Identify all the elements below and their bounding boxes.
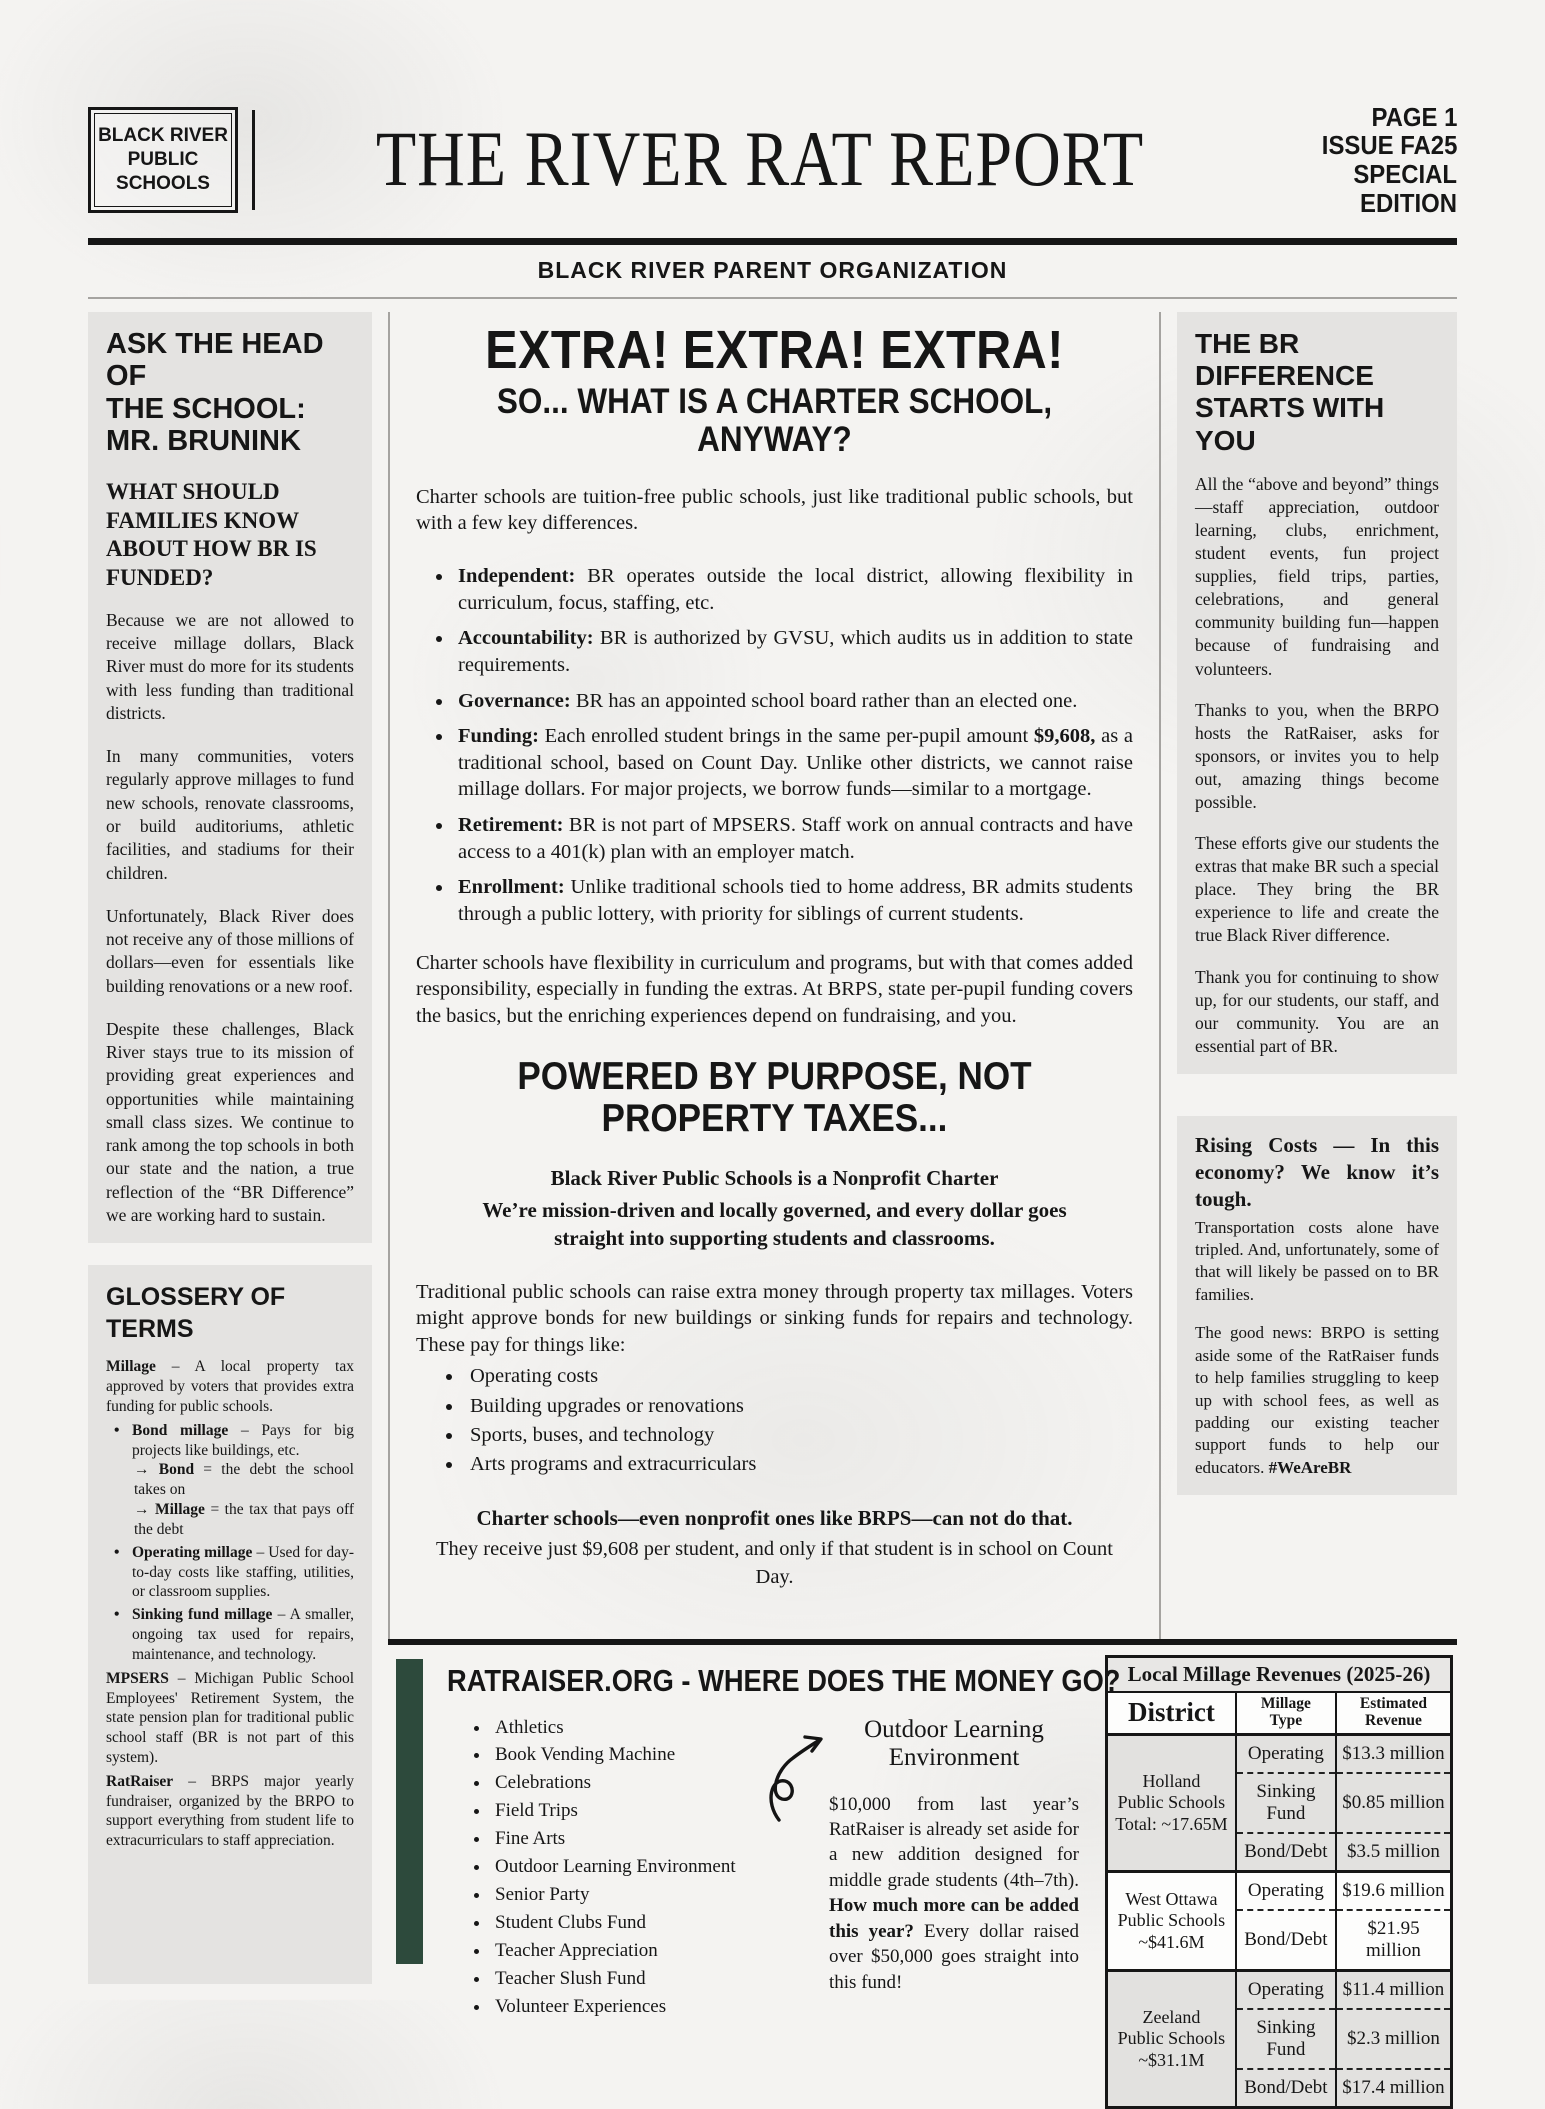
charter-subheadline: SO... WHAT IS A CHARTER SCHOOL, ANYWAY? (496, 381, 1053, 460)
district-cell-west-ottawa: West Ottawa Public Schools ~$41.6M (1107, 1872, 1236, 1971)
paragraph: Unfortunately, Black River does not receive any of those millions of dollars—even for essentials like building renovations or a new roof. (106, 905, 354, 996)
ratraiser-section (423, 1645, 1121, 2017)
extra-headline: EXTRA! EXTRA! EXTRA! (485, 320, 1064, 380)
nonprofit-statement-line2: We’re mission-driven and locally governed, and every dollar goes straight into supporting students and classrooms. (482, 1198, 1067, 1250)
table-row (1107, 1971, 1452, 2010)
fund-item: • Teacher Slush Fund (491, 1965, 763, 1993)
millage-type-cell: Bond/Debt (1236, 2069, 1336, 2108)
br-difference-section (1177, 312, 1457, 1074)
page-info-line: SPECIAL EDITION (1353, 159, 1457, 218)
cannot-statement-detail: They receive just $9,608 per student, and only if that student is in school on Count Day. (436, 1538, 1113, 1588)
ask-section-title: ASK THE HEAD OF THE SCHOOL: MR. BRUNINK (106, 328, 324, 458)
glossary-millage-types (106, 1421, 354, 1665)
glossary-section (88, 1265, 372, 1984)
paragraph: In many communities, voters regularly approve millages to fund new schools, renovate classrooms, or build auditoriums, athletic facilities, and stadiums for their children. (106, 746, 354, 883)
table-title: Local Millage Revenues (2025-26) (1107, 1657, 1452, 1693)
ask-section-question: WHAT SHOULD FAMILIES KNOW ABOUT HOW BR IS FUNDED? (106, 478, 317, 591)
br-difference-body (1195, 473, 1439, 1058)
millage-table (1105, 1655, 1453, 2109)
flexibility-paragraph: Charter schools have flexibility in curriculum and programs, but with that comes added responsibility, especially in funding the extras. At BRPS, state per-pupil funding covers the basics, but the enriching experiences depend on fundraising, and you. (416, 951, 1133, 1027)
fund-item: • Book Vending Machine (491, 1741, 763, 1769)
millage-uses-list (434, 1362, 1133, 1478)
millage-paragraph: Traditional public schools can raise extra money through property tax millages. Voters might approve bonds for new buildings or sinking funds for repairs and technology. These pay for things like: (416, 1280, 1133, 1356)
charter-intro-paragraph: Charter schools are tuition-free public schools, just like traditional public schools, but with a few key differences. (416, 485, 1133, 535)
revenue-cell: $0.85 million (1336, 1773, 1452, 1833)
ratraiser-row (447, 1714, 1085, 2021)
page-info (1249, 103, 1457, 217)
glossary-bond-sub: → Bond = the debt the school takes on (134, 1461, 354, 1499)
charter-difference-item: • Accountability: BR is authorized by GVSU, which audits us in addition to state requirements. (454, 625, 1133, 678)
glossary-ratraiser-entry: RatRaiser – BRPS major yearly fundraiser, organized by the BRPO to support everything from student life to extracurriculars to staff appreciation. (106, 1772, 354, 1850)
rising-costs-title: Rising Costs — In this economy? We know it’s tough. (1195, 1132, 1439, 1211)
ratraiser-heading: RATRAISER.ORG - WHERE DOES THE MONEY GO? (447, 1663, 1121, 1698)
table-row (1107, 1735, 1452, 1774)
fund-item: • Volunteer Experiences (491, 1993, 763, 2021)
millage-type-cell: Operating (1236, 1872, 1336, 1911)
school-logo-box (88, 107, 238, 213)
charter-difference-item: • Governance: BR has an appointed school board rather than an elected one. (454, 688, 1133, 715)
fund-item: • Senior Party (491, 1881, 763, 1909)
glossary-millage-sub: → Millage = the tax that pays off the debt (134, 1501, 354, 1538)
charter-differences-list (426, 563, 1133, 928)
left-column (88, 312, 372, 1984)
rising-costs-paragraph-1: Transportation costs alone have tripled. And, unfortunately, some of that will likely be passed on to BR families. (1195, 1217, 1439, 1304)
column-header-district: District (1107, 1692, 1236, 1735)
header-divider (252, 110, 255, 210)
column-header-estimated-revenue: Estimated Revenue (1336, 1692, 1452, 1735)
district-cell-zeeland: Zeeland Public Schools ~$31.1M (1107, 1971, 1236, 2108)
outdoor-learning-callout (829, 1714, 1085, 2021)
banner-rule (88, 297, 1457, 299)
revenue-cell: $17.4 million (1336, 2069, 1452, 2108)
paragraph: These efforts give our students the extras that make BR such a special place. They bring the BR experience to life and create the true Black River difference. (1195, 833, 1439, 946)
revenue-cell: $2.3 million (1336, 2009, 1452, 2069)
revenue-cell: $19.6 million (1336, 1872, 1452, 1911)
paragraph: Thank you for continuing to show up, for our students, our staff, and our community. You are an essential part of BR. (1195, 966, 1439, 1056)
millage-type-cell: Bond/Debt (1236, 1833, 1336, 1872)
center-column (388, 312, 1161, 1639)
logo-line-2: PUBLIC SCHOOLS (116, 149, 210, 194)
fund-item: • Student Clubs Fund (491, 1909, 763, 1937)
revenue-cell: $21.95 million (1336, 1910, 1452, 1971)
glossary-mpsers-entry: MPSERS – Michigan Public School Employees' Retirement System, the state pension plan for traditional public school staff (BR is not part of this system). (106, 1669, 354, 1766)
glossary-title: GLOSSERY OF TERMS (106, 1283, 286, 1344)
revenue-cell: $3.5 million (1336, 1833, 1452, 1872)
callout-title: Outdoor Learning Environment (864, 1715, 1044, 1771)
logo-line-1: BLACK RIVER (98, 125, 228, 147)
paragraph: Despite these challenges, Black River stays true to its mission of providing great experiences and opportunities while maintaining small class sizes. We continue to rank among the top schools in both our state and the nation, a true reflection of the “BR Difference” we are working hard to sustain. (106, 1018, 354, 1225)
millage-use-item: • Sports, buses, and technology (464, 1421, 1133, 1450)
glossary-operating-millage: • Operating millage – Used for day-to-day costs like staffing, utilities, or classroom supplies. (106, 1543, 354, 1602)
millage-type-cell: Operating (1236, 1735, 1336, 1774)
charter-difference-item: • Independent: BR operates outside the local district, allowing flexibility in curriculum, focus, staffing, etc. (454, 563, 1133, 616)
millage-type-cell: Sinking Fund (1236, 2009, 1336, 2069)
fund-item: • Fine Arts (491, 1825, 763, 1853)
fund-item: • Teacher Appreciation (491, 1937, 763, 1965)
millage-type-cell: Sinking Fund (1236, 1773, 1336, 1833)
header-rule (88, 238, 1457, 245)
charter-difference-item: • Enrollment: Unlike traditional schools tied to home address, BR admits students through a public lottery, with priority for siblings of current students. (454, 874, 1133, 927)
revenue-cell: $11.4 million (1336, 1971, 1452, 2010)
callout-paragraph: $10,000 from last year’s RatRaiser is already set aside for a new addition designed for middle grade students (4th–7th). How much more can be added this year? Every dollar raised over $50,000 goes straight into this fund! (829, 1793, 1079, 1993)
millage-use-item: • Arts programs and extracurriculars (464, 1450, 1133, 1479)
rising-costs-section (1177, 1116, 1457, 1495)
glossary-bond-millage: • Bond millage – Pays for big projects like buildings, etc. → Bond = the debt the school takes on → Millage = the tax that pays off the debt (106, 1421, 354, 1540)
millage-table-container (1095, 1645, 1457, 2099)
fund-item: • Celebrations (491, 1769, 763, 1797)
glossary-sinking-fund-millage: • Sinking fund millage – A smaller, ongoing tax used for repairs, maintenance, and technology. (106, 1605, 354, 1664)
millage-type-cell: Bond/Debt (1236, 1910, 1336, 1971)
millage-use-item: • Building upgrades or renovations (464, 1392, 1133, 1421)
right-column (1177, 312, 1457, 1639)
cannot-statement-bold: Charter schools—even nonprofit ones like BRPS—can not do that. (476, 1505, 1073, 1530)
organization-banner (88, 245, 1457, 297)
column-header-millage-type: Millage Type (1236, 1692, 1336, 1735)
paragraph: Thanks to you, when the BRPO hosts the RatRaiser, asks for sponsors, or invites you to help out, amazing things become possible. (1195, 699, 1439, 812)
fund-item: • Athletics (491, 1714, 763, 1742)
powered-headline: POWERED BY PURPOSE, NOT PROPERTY TAXES... (517, 1054, 1032, 1141)
hand-drawn-arrow-icon (763, 1714, 829, 2021)
main-content (88, 312, 1457, 2099)
page-info-line: ISSUE FA25 (1321, 130, 1457, 161)
ratraiser-fund-list (477, 1714, 763, 2021)
accent-bar (396, 1659, 423, 1964)
hashtag: #WeAreBR (1268, 1457, 1352, 1477)
header (88, 86, 1457, 234)
organization-banner-text: BLACK RIVER PARENT ORGANIZATION (537, 257, 1008, 283)
district-cell-holland: Holland Public Schools Total: ~17.65M (1107, 1735, 1236, 1872)
bottom-section (388, 1639, 1457, 2099)
glossary-millage-entry: Millage – A local property tax approved by voters that provides extra funding for public schools. (106, 1358, 354, 1415)
school-logo (94, 113, 232, 207)
revenue-cell: $13.3 million (1336, 1735, 1452, 1774)
masthead (271, 116, 1249, 203)
fund-item: • Field Trips (491, 1797, 763, 1825)
masthead-title: THE RIVER RAT REPORT (375, 116, 1145, 203)
ask-the-head-section (88, 312, 372, 1243)
br-difference-title: THE BR DIFFERENCE STARTS WITH YOU (1195, 328, 1385, 456)
millage-type-cell: Operating (1236, 1971, 1336, 2010)
charter-difference-item: • Funding: Each enrolled student brings in the same per-pupil amount $9,608, as a traditional school, based on Count Day. Unlike other districts, we cannot raise millage dollars. For major projects, we borrow funds—similar to a mortgage. (454, 723, 1133, 803)
charter-difference-item: • Retirement: BR is not part of MPSERS. Staff work on annual contracts and have access to a 401(k) plan with an employer match. (454, 812, 1133, 865)
paragraph: Because we are not allowed to receive millage dollars, Black River must do more for its students with less funding than traditional districts. (106, 609, 354, 723)
ask-section-body (106, 609, 354, 1227)
paragraph: All the “above and beyond” things—staff appreciation, outdoor learning, clubs, enrichment, student events, fun project supplies, field trips, parties, celebrations, and general community building fun—happen because of fundraising and volunteers. (1195, 473, 1439, 679)
table-row (1107, 1872, 1452, 1911)
rising-costs-paragraph-2: The good news: BRPO is setting aside some of the RatRaiser funds to help families struggling to keep up with school fees, as well as padding our existing teacher support funds to help our educators. #WeAreBR (1195, 1323, 1439, 1477)
page-info-line: PAGE 1 (1371, 101, 1457, 132)
fund-item: • Outdoor Learning Environment (491, 1853, 763, 1881)
millage-use-item: • Operating costs (464, 1362, 1133, 1391)
nonprofit-statement-line1: Black River Public Schools is a Nonprofit Charter (550, 1166, 999, 1191)
